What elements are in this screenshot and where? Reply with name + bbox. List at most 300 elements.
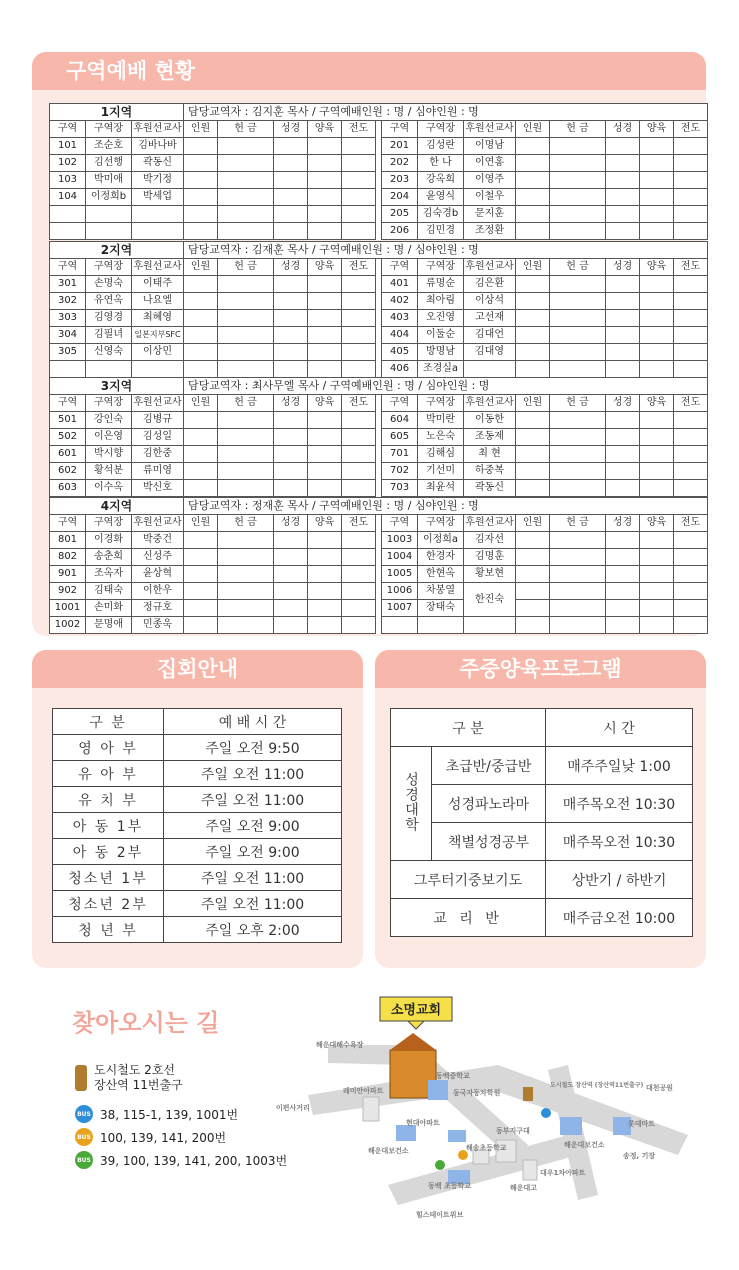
column-header: 성경 [274, 395, 308, 412]
empty-cell [550, 344, 606, 361]
empty-cell [606, 344, 640, 361]
meeting-time: 주일 오전 11:00 [164, 865, 342, 891]
empty-cell [342, 549, 376, 566]
empty-cell [342, 361, 376, 378]
group-leader: 최아림 [418, 293, 464, 310]
district-info: 담당교역자 : 정재훈 목사 / 구역예배인원 : 명 / 심야인원 : 명 [184, 498, 708, 515]
group-leader: 박시향 [86, 446, 132, 463]
empty-cell [218, 480, 274, 497]
column-header: 전도 [674, 395, 708, 412]
empty-cell [606, 155, 640, 172]
empty-cell [606, 429, 640, 446]
meeting-time: 주일 오전 11:00 [164, 787, 342, 813]
empty-cell [674, 412, 708, 429]
empty-cell [674, 446, 708, 463]
empty-cell [640, 600, 674, 617]
empty-cell [274, 310, 308, 327]
meeting-row [53, 891, 342, 917]
meeting-time: 주일 오전 11:00 [164, 761, 342, 787]
empty-cell [640, 327, 674, 344]
column-header: 양육 [308, 121, 342, 138]
district-name: 1지역 [50, 104, 184, 121]
group-leader [86, 223, 132, 240]
column-header: 인원 [184, 259, 218, 276]
empty-cell [274, 429, 308, 446]
table-row [50, 600, 708, 617]
meeting-row [53, 865, 342, 891]
group-number: 303 [50, 310, 86, 327]
empty-cell [640, 310, 674, 327]
meeting-row [53, 761, 342, 787]
program-panel [375, 650, 706, 968]
table-row [50, 138, 708, 155]
empty-cell [550, 412, 606, 429]
empty-cell [184, 206, 218, 223]
empty-cell [550, 327, 606, 344]
empty-cell [184, 344, 218, 361]
empty-cell [342, 532, 376, 549]
empty-cell [342, 463, 376, 480]
missionary: 김병규 [132, 412, 184, 429]
empty-cell [308, 412, 342, 429]
missionary: 이태주 [132, 276, 184, 293]
meeting-row [53, 787, 342, 813]
group-leader: 김성란 [418, 138, 464, 155]
empty-cell [550, 138, 606, 155]
empty-cell [274, 344, 308, 361]
column-header: 인원 [184, 395, 218, 412]
empty-cell [550, 480, 606, 497]
empty-cell [516, 463, 550, 480]
empty-cell [550, 446, 606, 463]
meeting-time: 주일 오전 9:50 [164, 735, 342, 761]
district-name: 3지역 [50, 378, 184, 395]
column-header: 후원선교사 [464, 515, 516, 532]
group-number: 406 [382, 361, 418, 378]
empty-cell [516, 480, 550, 497]
empty-cell [674, 172, 708, 189]
empty-cell [218, 549, 274, 566]
group-number: 203 [382, 172, 418, 189]
empty-cell [274, 583, 308, 600]
group-leader: 이둘순 [418, 327, 464, 344]
group-number: 1003 [382, 532, 418, 549]
program-time: 매주금오전 10:00 [546, 899, 693, 937]
empty-cell [342, 138, 376, 155]
empty-cell [342, 276, 376, 293]
column-header: 구역장 [418, 395, 464, 412]
empty-cell [184, 532, 218, 549]
empty-cell [640, 189, 674, 206]
group-number: 604 [382, 412, 418, 429]
group-leader: 손명숙 [86, 276, 132, 293]
empty-cell [640, 172, 674, 189]
column-header: 후원선교사 [132, 121, 184, 138]
empty-cell [342, 600, 376, 617]
bus-icon: BUS [75, 1105, 93, 1123]
empty-cell [516, 446, 550, 463]
empty-cell [184, 549, 218, 566]
group-leader: 박미란 [418, 412, 464, 429]
map-label: 송정, 기장 [623, 1152, 656, 1160]
empty-cell [550, 549, 606, 566]
district-title-row [50, 242, 708, 259]
column-header: 헌 금 [550, 259, 606, 276]
program-group-label: 성경대학 [391, 747, 432, 861]
column-header: 구역장 [86, 259, 132, 276]
table-row [50, 549, 708, 566]
missionary: 김대언 [464, 327, 516, 344]
empty-cell [274, 600, 308, 617]
empty-cell [606, 600, 640, 617]
program-row [391, 747, 693, 785]
map-label: 해운대고 [510, 1184, 538, 1192]
table-row [50, 310, 708, 327]
map-label: 해운대보건소 [564, 1141, 605, 1149]
meeting-row [53, 813, 342, 839]
column-header: 헌 금 [550, 515, 606, 532]
program-header-category: 구 분 [391, 709, 546, 747]
table-row [50, 327, 708, 344]
meeting-dept: 유 치 부 [53, 787, 164, 813]
column-header: 성경 [274, 121, 308, 138]
column-header: 구역장 [418, 259, 464, 276]
empty-cell [218, 344, 274, 361]
bus-info-1 [75, 1105, 238, 1123]
empty-cell [342, 583, 376, 600]
empty-cell [274, 223, 308, 240]
missionary: 김명훈 [464, 549, 516, 566]
column-header: 양육 [640, 515, 674, 532]
group-leader: 김필녀 [86, 327, 132, 344]
column-header: 후원선교사 [464, 121, 516, 138]
district-info: 담당교역자 : 김지훈 목사 / 구역예배인원 : 명 / 심야인원 : 명 [184, 104, 708, 121]
subway-icon [75, 1065, 87, 1091]
empty-cell [274, 206, 308, 223]
group-number: 701 [382, 446, 418, 463]
table-row [50, 566, 708, 583]
group-number [50, 206, 86, 223]
empty-cell [184, 412, 218, 429]
empty-cell [516, 172, 550, 189]
empty-cell [274, 293, 308, 310]
empty-cell [184, 463, 218, 480]
metro-info [75, 1063, 183, 1093]
column-header: 양육 [308, 395, 342, 412]
missionary: 고선재 [464, 310, 516, 327]
map-label: 동백중학교 [436, 1072, 470, 1080]
empty-cell [184, 446, 218, 463]
empty-cell [674, 532, 708, 549]
empty-cell [218, 223, 274, 240]
empty-cell [308, 600, 342, 617]
empty-cell [674, 223, 708, 240]
empty-cell [218, 293, 274, 310]
column-header: 후원선교사 [132, 395, 184, 412]
empty-cell [184, 189, 218, 206]
column-header: 성경 [274, 259, 308, 276]
meeting-time: 주일 오후 2:00 [164, 917, 342, 943]
table-row [50, 293, 708, 310]
meeting-time: 주일 오전 9:00 [164, 839, 342, 865]
empty-cell [274, 532, 308, 549]
group-leader: 이정희b [86, 189, 132, 206]
empty-cell [218, 276, 274, 293]
bus-info-3 [75, 1151, 287, 1169]
empty-cell [640, 293, 674, 310]
group-leader [418, 617, 464, 634]
empty-cell [640, 549, 674, 566]
group-leader: 최윤석 [418, 480, 464, 497]
table-row [50, 412, 708, 429]
empty-cell [606, 172, 640, 189]
map-label: 이편사거리 [276, 1104, 310, 1112]
meeting-dept: 청 년 부 [53, 917, 164, 943]
district-header-row [50, 259, 708, 276]
empty-cell [516, 361, 550, 378]
group-leader: 오진영 [418, 310, 464, 327]
group-number: 802 [50, 549, 86, 566]
empty-cell [516, 276, 550, 293]
missionary [464, 361, 516, 378]
empty-cell [516, 600, 550, 617]
group-leader: 김영경 [86, 310, 132, 327]
group-number: 104 [50, 189, 86, 206]
table-row [50, 189, 708, 206]
column-header: 성경 [274, 515, 308, 532]
empty-cell [606, 361, 640, 378]
empty-cell [550, 293, 606, 310]
group-number: 102 [50, 155, 86, 172]
empty-cell [218, 361, 274, 378]
map-label: 대천공원 [646, 1084, 674, 1092]
empty-cell [550, 189, 606, 206]
column-header: 구역장 [418, 121, 464, 138]
empty-cell [674, 276, 708, 293]
empty-cell [640, 463, 674, 480]
empty-cell [184, 155, 218, 172]
group-leader: 이경화 [86, 532, 132, 549]
group-number: 305 [50, 344, 86, 361]
group-number: 405 [382, 344, 418, 361]
meeting-title: 집회안내 [32, 650, 363, 688]
empty-cell [342, 412, 376, 429]
empty-cell [342, 189, 376, 206]
empty-cell [308, 446, 342, 463]
district-table [49, 103, 708, 240]
group-number: 901 [50, 566, 86, 583]
missionary: 최 현 [464, 446, 516, 463]
empty-cell [218, 155, 274, 172]
empty-cell [606, 480, 640, 497]
empty-cell [606, 138, 640, 155]
map-label: 동국자동차학원 [453, 1089, 501, 1097]
district-status-panel [32, 52, 706, 636]
empty-cell [516, 344, 550, 361]
program-row [391, 861, 693, 899]
table-row [50, 463, 708, 480]
table-row [50, 429, 708, 446]
empty-cell [308, 155, 342, 172]
empty-cell [516, 566, 550, 583]
missionary: 박중건 [132, 532, 184, 549]
empty-cell [184, 480, 218, 497]
missionary: 황보현 [464, 566, 516, 583]
column-header: 인원 [516, 395, 550, 412]
missionary: 신성주 [132, 549, 184, 566]
column-header: 구역 [50, 395, 86, 412]
empty-cell [640, 361, 674, 378]
missionary: 윤상혁 [132, 566, 184, 583]
group-number: 1005 [382, 566, 418, 583]
empty-cell [640, 583, 674, 600]
missionary: 김바나바 [132, 138, 184, 155]
empty-cell [550, 600, 606, 617]
empty-cell [274, 138, 308, 155]
program-row [391, 899, 693, 937]
empty-cell [516, 429, 550, 446]
empty-cell [516, 189, 550, 206]
empty-cell [640, 566, 674, 583]
empty-cell [308, 276, 342, 293]
group-leader [86, 361, 132, 378]
group-number [50, 223, 86, 240]
meeting-dept: 청소년 1부 [53, 865, 164, 891]
empty-cell [308, 549, 342, 566]
map-label: 동백 초등학교 [428, 1182, 472, 1190]
column-header: 구역 [382, 121, 418, 138]
empty-cell [640, 480, 674, 497]
empty-cell [218, 412, 274, 429]
empty-cell [342, 155, 376, 172]
empty-cell [184, 310, 218, 327]
missionary: 정규호 [132, 600, 184, 617]
column-header: 전도 [674, 121, 708, 138]
empty-cell [550, 566, 606, 583]
missionary: 이상석 [464, 293, 516, 310]
group-leader: 이수옥 [86, 480, 132, 497]
empty-cell [606, 463, 640, 480]
group-leader: 황석분 [86, 463, 132, 480]
empty-cell [274, 412, 308, 429]
missionary: 문지훈 [464, 206, 516, 223]
map-label: 해운대보건소 [368, 1147, 409, 1155]
empty-cell [640, 412, 674, 429]
missionary: 민종욱 [132, 617, 184, 634]
district-title-row [50, 378, 708, 395]
district-table [49, 241, 708, 378]
empty-cell [606, 617, 640, 634]
group-number: 201 [382, 138, 418, 155]
program-time: 상반기 / 하반기 [546, 861, 693, 899]
group-number: 1001 [50, 600, 86, 617]
program-name: 초급반/중급반 [432, 747, 546, 785]
empty-cell [674, 566, 708, 583]
group-number: 501 [50, 412, 86, 429]
column-header: 헌 금 [550, 395, 606, 412]
program-time: 매주목오전 10:30 [546, 823, 693, 861]
group-number: 1002 [50, 617, 86, 634]
column-header: 양육 [308, 259, 342, 276]
empty-cell [516, 310, 550, 327]
column-header: 성경 [606, 121, 640, 138]
directions-title: 찾아오시는 길 [72, 1009, 220, 1037]
table-row [50, 480, 708, 497]
district-title-row [50, 498, 708, 515]
directions-section [0, 985, 739, 1270]
empty-cell [218, 600, 274, 617]
empty-cell [308, 138, 342, 155]
empty-cell [516, 155, 550, 172]
column-header: 전도 [674, 259, 708, 276]
empty-cell [274, 463, 308, 480]
group-number: 1007 [382, 600, 418, 617]
empty-cell [218, 310, 274, 327]
empty-cell [308, 617, 342, 634]
empty-cell [342, 480, 376, 497]
meeting-header-row [53, 709, 342, 735]
empty-cell [308, 310, 342, 327]
empty-cell [640, 446, 674, 463]
empty-cell [308, 344, 342, 361]
column-header: 성경 [606, 259, 640, 276]
column-header: 전도 [342, 259, 376, 276]
program-title: 주중양육프로그램 [375, 650, 706, 688]
empty-cell [674, 480, 708, 497]
empty-cell [606, 412, 640, 429]
empty-cell [218, 327, 274, 344]
empty-cell [308, 327, 342, 344]
group-leader: 문명애 [86, 617, 132, 634]
district-name: 4지역 [50, 498, 184, 515]
group-number: 703 [382, 480, 418, 497]
empty-cell [606, 276, 640, 293]
program-header-time: 시 간 [546, 709, 693, 747]
column-header: 인원 [184, 121, 218, 138]
missionary: 이영주 [464, 172, 516, 189]
empty-cell [674, 344, 708, 361]
group-leader: 이정희a [418, 532, 464, 549]
meeting-time: 주일 오전 9:00 [164, 813, 342, 839]
meeting-row [53, 917, 342, 943]
column-header: 후원선교사 [132, 515, 184, 532]
empty-cell [516, 549, 550, 566]
empty-cell [606, 310, 640, 327]
empty-cell [674, 138, 708, 155]
column-header: 성경 [606, 395, 640, 412]
column-header: 양육 [640, 395, 674, 412]
church-name: 소명교회 [390, 1003, 442, 1018]
empty-cell [274, 155, 308, 172]
empty-cell [550, 276, 606, 293]
empty-cell [218, 532, 274, 549]
map-label: 힐스테이트위브 [416, 1211, 464, 1219]
table-row [50, 446, 708, 463]
empty-cell [184, 583, 218, 600]
column-header: 헌 금 [218, 121, 274, 138]
column-header: 구역 [382, 395, 418, 412]
missionary: 조정환 [464, 223, 516, 240]
table-row [50, 276, 708, 293]
missionary: 이연홍 [464, 155, 516, 172]
empty-cell [184, 327, 218, 344]
group-leader: 장태숙 [418, 600, 464, 617]
missionary: 김은환 [464, 276, 516, 293]
bus-icon: BUS [75, 1151, 93, 1169]
group-number: 801 [50, 532, 86, 549]
group-leader: 기선미 [418, 463, 464, 480]
group-leader: 손미화 [86, 600, 132, 617]
